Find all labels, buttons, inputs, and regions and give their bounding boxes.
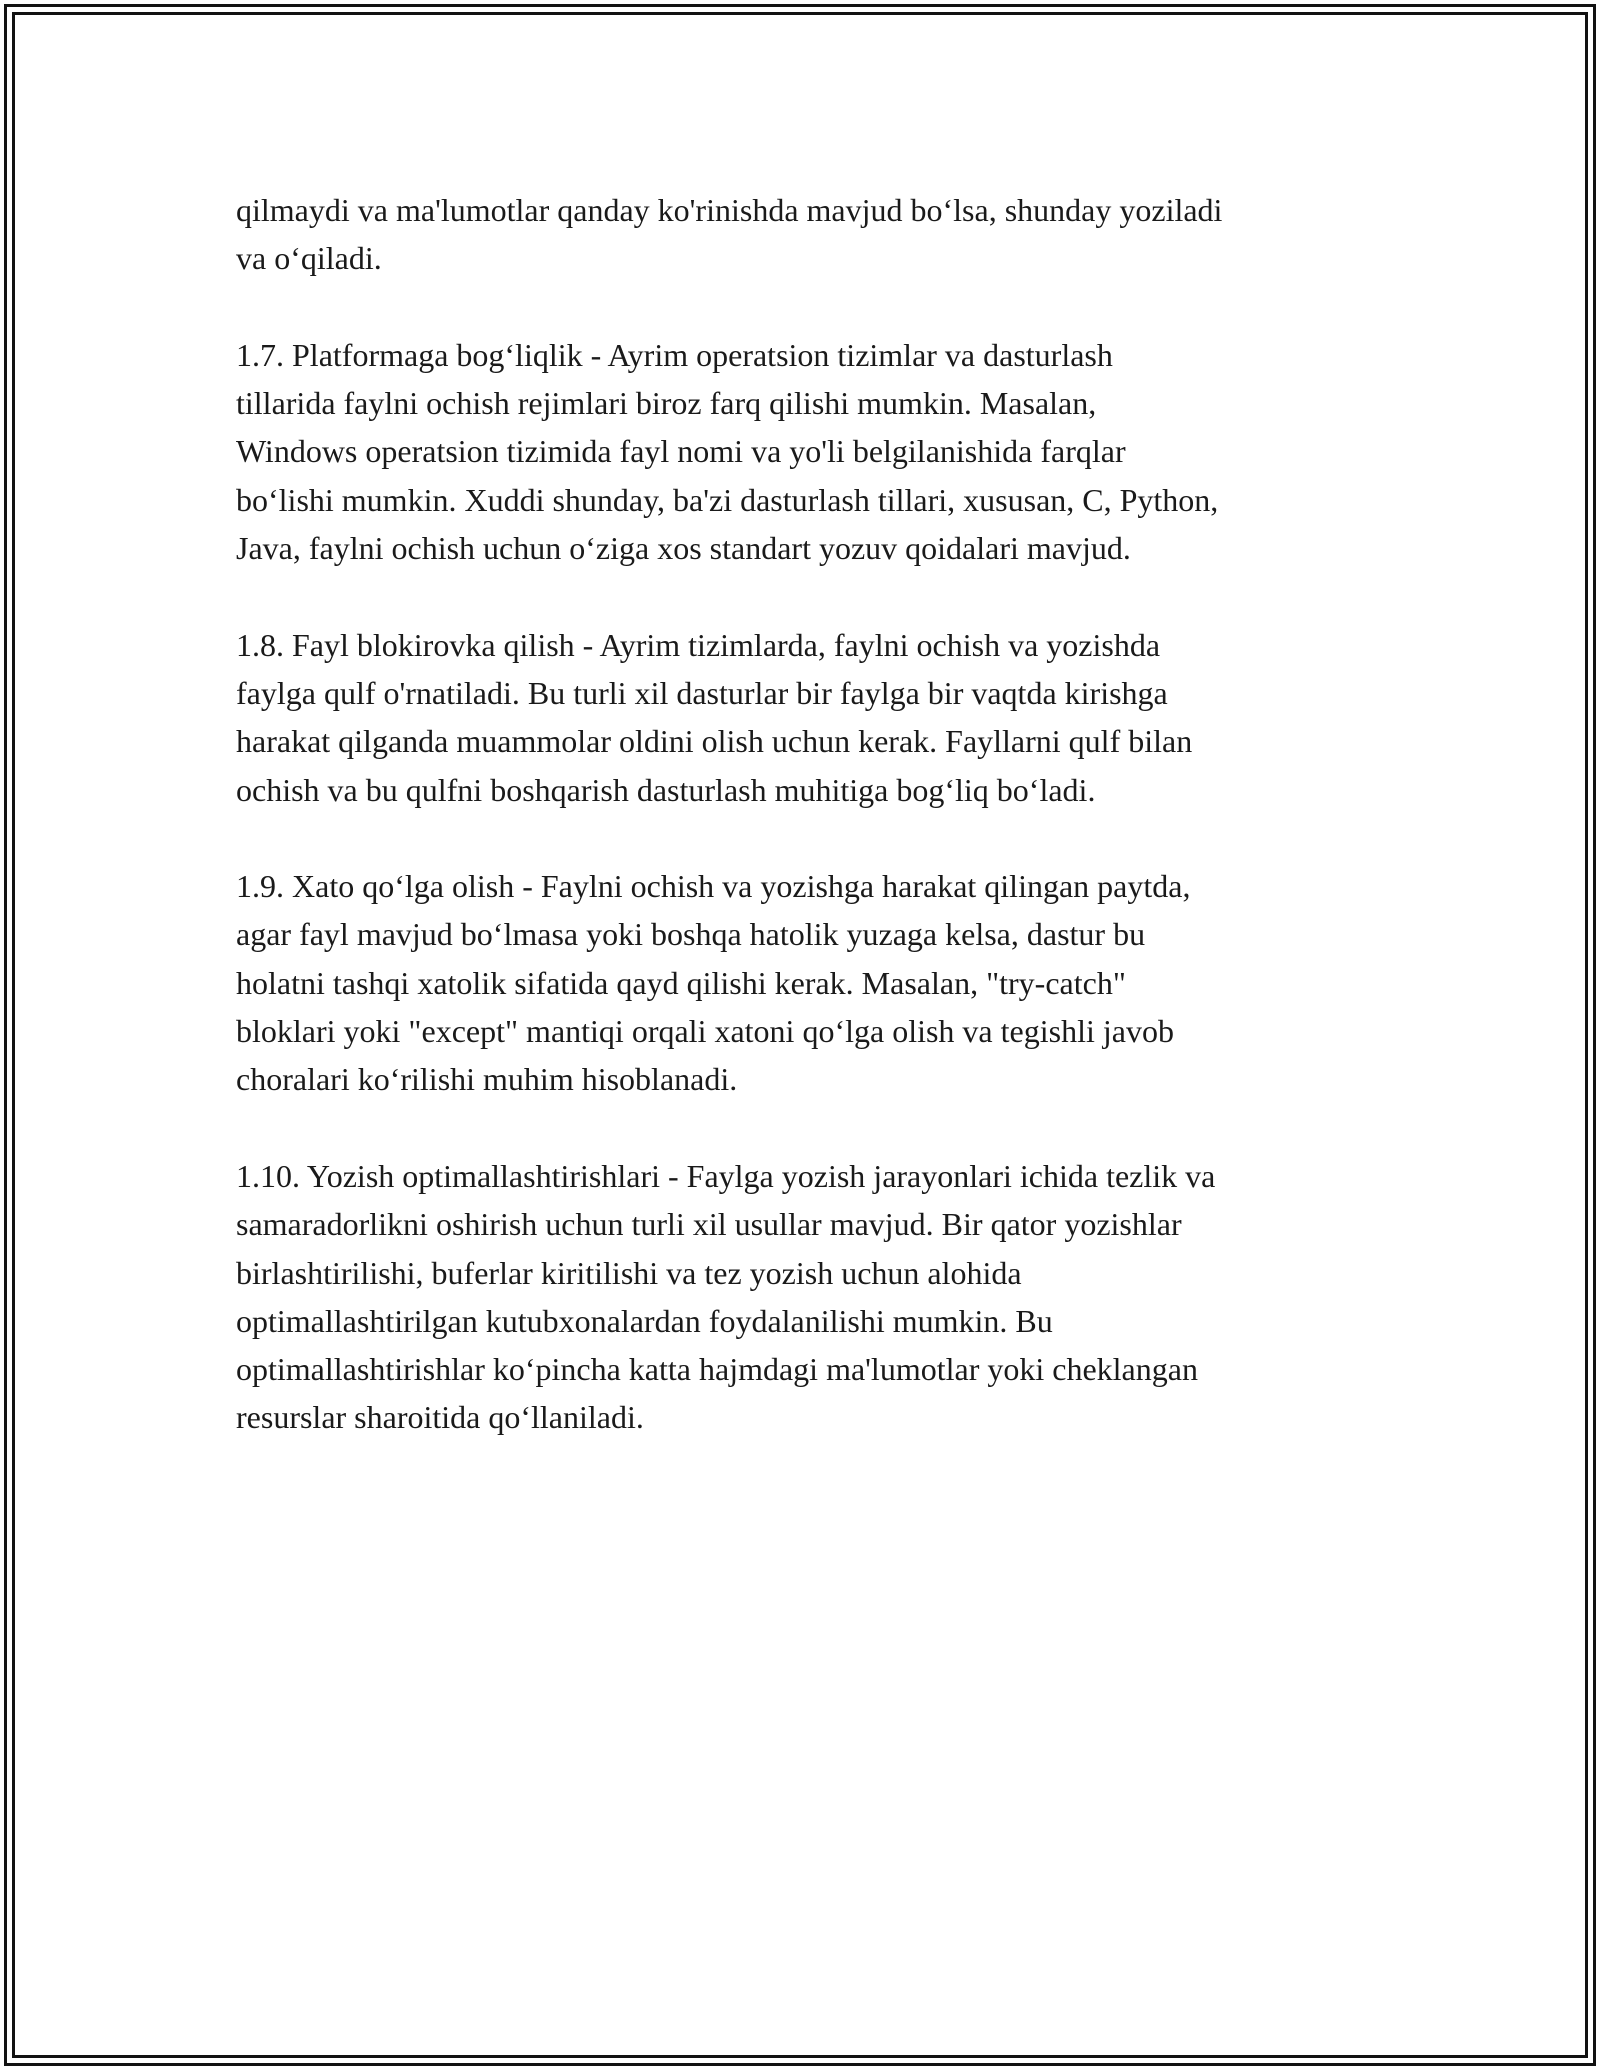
- paragraph-continuation: [236, 186, 1376, 283]
- text-line: tillarida faylni ochish rejimlari biroz farq qilishi mumkin. Masalan,: [236, 385, 1097, 422]
- text-line: Windows operatsion tizimida fayl nomi va yo'li belgilanishida farqlar: [236, 433, 1126, 470]
- paragraph-1-7-platform-dependency: [236, 331, 1376, 572]
- text-line: qilmaydi va ma'lumotlar qanday ko'rinishda mavjud bo‘lsa, shunday yoziladi: [236, 192, 1223, 228]
- text-line: va o‘qiladi.: [236, 240, 382, 277]
- paragraph-1-10-write-optimizations: [236, 1152, 1376, 1442]
- text-line: samaradorlikni oshirish uchun turli xil usullar mavjud. Bir qator yozishlar: [236, 1206, 1182, 1243]
- text-line: 1.10. Yozish optimallashtirishlari - Faylga yozish jarayonlari ichida tezlik va: [236, 1157, 1216, 1194]
- text-line: bo‘lishi mumkin. Xuddi shunday, ba'zi dasturlash tillari, xususan, C, Python,: [236, 481, 1219, 518]
- text-line: 1.8. Fayl blokirovka qilish - Ayrim tizimlarda, faylni ochish va yozishda: [236, 626, 1161, 663]
- text-line: 1.9. Xato qo‘lga olish - Faylni ochish va yozishga harakat qilingan paytda,: [236, 868, 1191, 905]
- document-body: [236, 186, 1376, 1490]
- text-line: optimallashtirilgan kutubxonalardan foydalanilishi mumkin. Bu: [236, 1302, 1053, 1339]
- text-line: faylga qulf o'rnatiladi. Bu turli xil dasturlar bir faylga bir vaqtda kirishga: [236, 674, 1168, 711]
- text-line: choralari ko‘rilishi muhim hisoblanadi.: [236, 1061, 738, 1098]
- text-line: resurslar sharoitida qo‘llaniladi.: [236, 1399, 644, 1436]
- text-line: Java, faylni ochish uchun o‘ziga xos standart yozuv qoidalari mavjud.: [236, 530, 1131, 567]
- text-line: holatni tashqi xatolik sifatida qayd qilishi kerak. Masalan, "try-catch": [236, 964, 1126, 1001]
- text-line: bloklari yoki "except" mantiqi orqali xatoni qo‘lga olish va tegishli javob: [236, 1013, 1174, 1050]
- text-line: harakat qilganda muammolar oldini olish uchun kerak. Fayllarni qulf bilan: [236, 723, 1193, 760]
- text-line: optimallashtirishlar ko‘pincha katta hajmdagi ma'lumotlar yoki cheklangan: [236, 1351, 1198, 1388]
- paragraph-1-9-error-handling: [236, 862, 1376, 1103]
- paragraph-1-8-file-locking: [236, 621, 1376, 814]
- text-line: 1.7. Platformaga bog‘liqlik - Ayrim operatsion tizimlar va dasturlash: [236, 336, 1113, 373]
- text-line: ochish va bu qulfni boshqarish dasturlash muhitiga bog‘liq bo‘ladi.: [236, 771, 1096, 808]
- text-line: agar fayl mavjud bo‘lmasa yoki boshqa hatolik yuzaga kelsa, dastur bu: [236, 916, 1146, 953]
- text-line: birlashtirilishi, buferlar kiritilishi va tez yozish uchun alohida: [236, 1254, 1022, 1291]
